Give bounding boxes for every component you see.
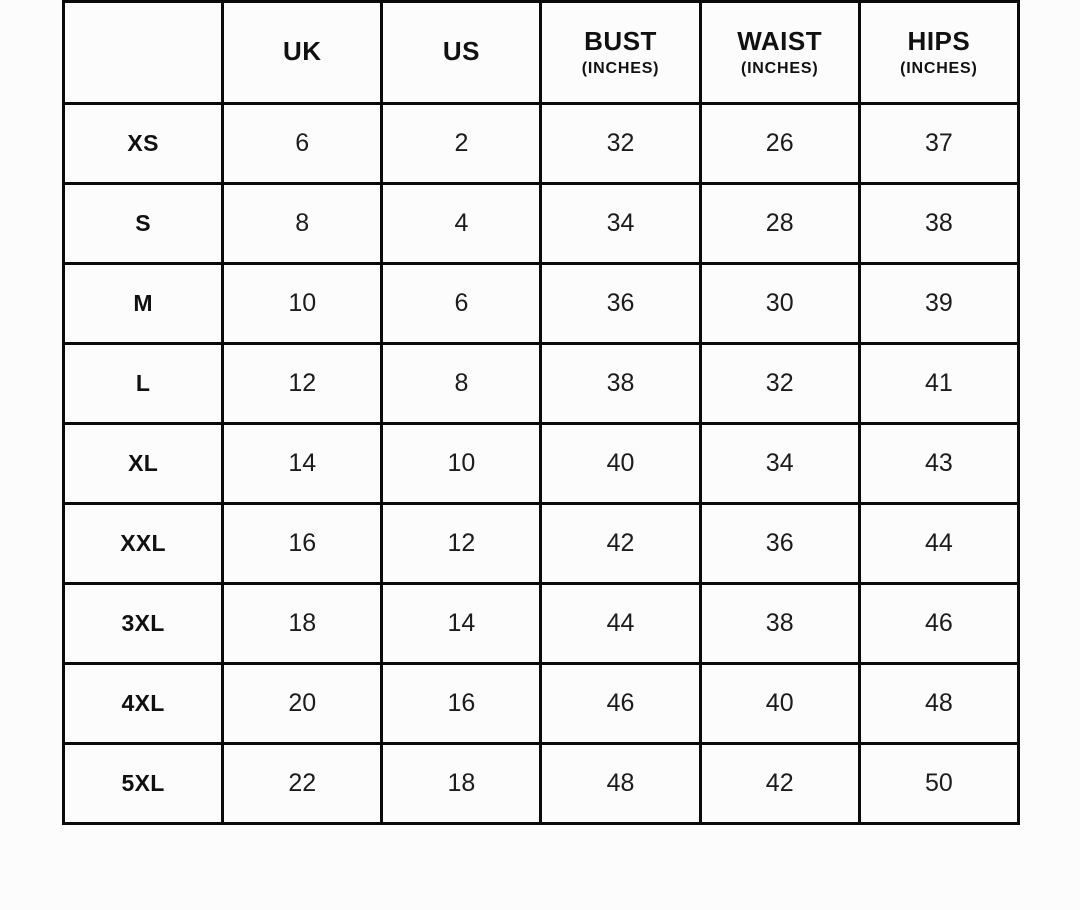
measurement-cell: 36	[541, 264, 700, 344]
size-label-cell: 3XL	[64, 584, 223, 664]
measurement-cell: 48	[859, 664, 1018, 744]
header-sublabel: (INCHES)	[900, 59, 978, 77]
table-row	[64, 744, 1019, 824]
measurement-cell: 32	[700, 344, 859, 424]
header-cell-hips	[859, 2, 1018, 104]
measurement-cell: 44	[541, 584, 700, 664]
measurement-cell: 8	[223, 184, 382, 264]
measurement-cell: 6	[382, 264, 541, 344]
header-cell-waist	[700, 2, 859, 104]
measurement-cell: 14	[382, 584, 541, 664]
measurement-cell: 12	[223, 344, 382, 424]
measurement-cell: 18	[223, 584, 382, 664]
size-label-cell: M	[64, 264, 223, 344]
measurement-cell: 16	[382, 664, 541, 744]
measurement-cell: 10	[382, 424, 541, 504]
size-label-cell: XL	[64, 424, 223, 504]
size-chart-body	[64, 104, 1019, 824]
header-row	[64, 2, 1019, 104]
table-row	[64, 504, 1019, 584]
measurement-cell: 37	[859, 104, 1018, 184]
size-label-cell: 5XL	[64, 744, 223, 824]
measurement-cell: 44	[859, 504, 1018, 584]
table-row	[64, 264, 1019, 344]
measurement-cell: 20	[223, 664, 382, 744]
measurement-cell: 39	[859, 264, 1018, 344]
measurement-cell: 42	[541, 504, 700, 584]
measurement-cell: 46	[859, 584, 1018, 664]
measurement-cell: 38	[859, 184, 1018, 264]
measurement-cell: 28	[700, 184, 859, 264]
measurement-cell: 34	[700, 424, 859, 504]
measurement-cell: 4	[382, 184, 541, 264]
measurement-cell: 42	[700, 744, 859, 824]
header-label: US	[442, 35, 480, 66]
header-label: UK	[282, 35, 322, 66]
measurement-cell: 36	[700, 504, 859, 584]
table-row	[64, 184, 1019, 264]
measurement-cell: 50	[859, 744, 1018, 824]
header-cell-bust	[541, 2, 700, 104]
measurement-cell: 38	[541, 344, 700, 424]
header-cell-us	[382, 2, 541, 104]
table-row	[64, 584, 1019, 664]
measurement-cell: 6	[223, 104, 382, 184]
measurement-cell: 22	[223, 744, 382, 824]
table-row	[64, 664, 1019, 744]
measurement-cell: 30	[700, 264, 859, 344]
measurement-cell: 16	[223, 504, 382, 584]
size-label-cell: L	[64, 344, 223, 424]
measurement-cell: 46	[541, 664, 700, 744]
measurement-cell: 26	[700, 104, 859, 184]
measurement-cell: 18	[382, 744, 541, 824]
measurement-cell: 12	[382, 504, 541, 584]
measurement-cell: 48	[541, 744, 700, 824]
size-label-cell: XXL	[64, 504, 223, 584]
header-label: BUST	[584, 25, 657, 56]
measurement-cell: 40	[700, 664, 859, 744]
table-row	[64, 424, 1019, 504]
header-cell-uk	[223, 2, 382, 104]
header-label: WAIST	[737, 25, 823, 56]
header-cell-size	[64, 2, 223, 104]
table-row	[64, 104, 1019, 184]
measurement-cell: 8	[382, 344, 541, 424]
measurement-cell: 2	[382, 104, 541, 184]
size-chart-table	[62, 0, 1020, 825]
table-row	[64, 344, 1019, 424]
header-sublabel: (INCHES)	[581, 59, 660, 77]
measurement-cell: 10	[223, 264, 382, 344]
measurement-cell: 43	[859, 424, 1018, 504]
header-sublabel: (INCHES)	[740, 59, 819, 77]
measurement-cell: 41	[859, 344, 1018, 424]
header-label: HIPS	[907, 25, 971, 56]
size-chart-header	[64, 2, 1019, 104]
measurement-cell: 40	[541, 424, 700, 504]
measurement-cell: 14	[223, 424, 382, 504]
size-label-cell: 4XL	[64, 664, 223, 744]
measurement-cell: 38	[700, 584, 859, 664]
size-label-cell: S	[64, 184, 223, 264]
measurement-cell: 34	[541, 184, 700, 264]
measurement-cell: 32	[541, 104, 700, 184]
size-label-cell: XS	[64, 104, 223, 184]
